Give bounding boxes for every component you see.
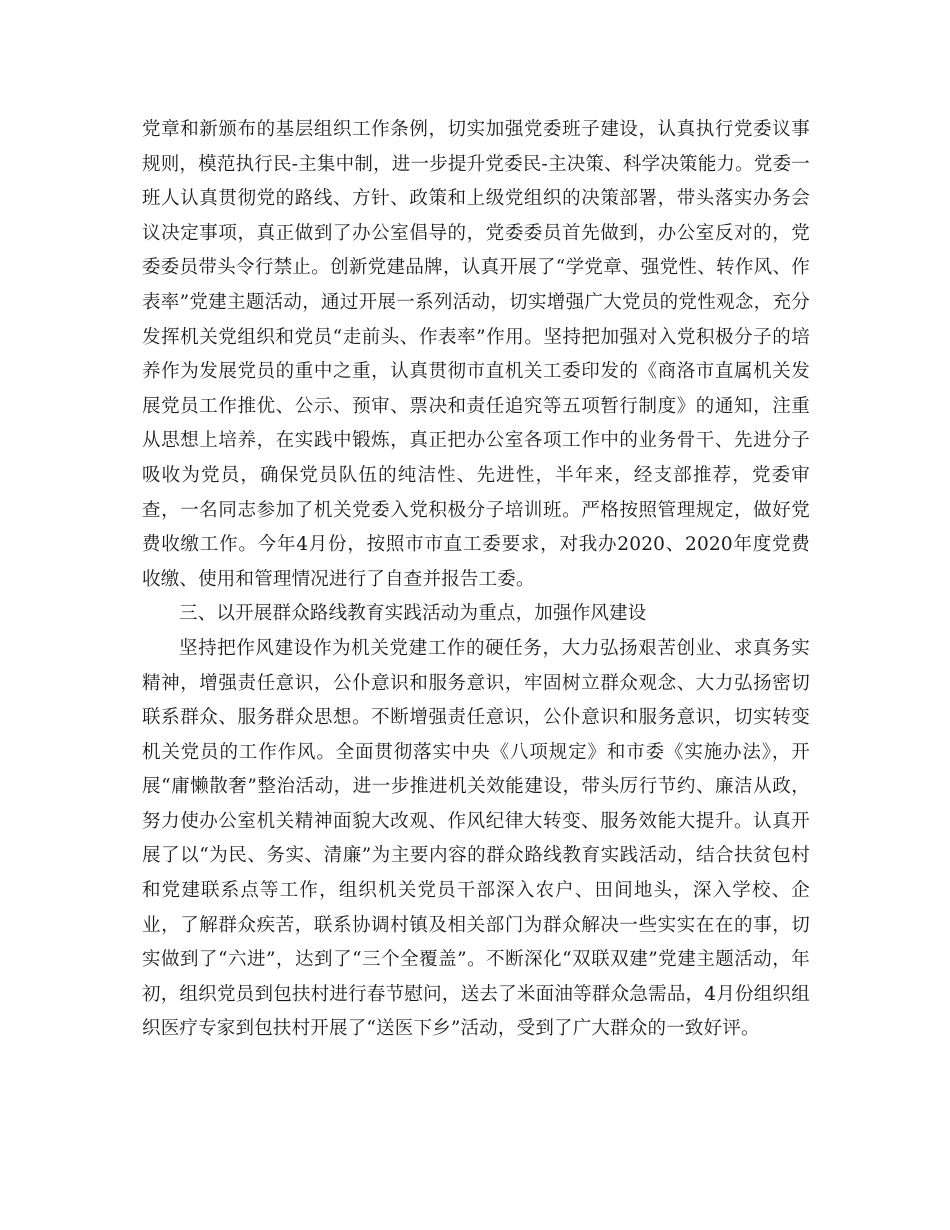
- section-heading: 三、以开展群众路线教育实践活动为重点，加强作风建设: [179, 603, 647, 625]
- body-paragraph: 坚持把作风建设作为机关党建工作的硬任务，大力弘扬艰苦创业、求真务实精神，增强责任意识，公仆意识和服务意识，牢固树立群众观念、大力弘扬密切联系群众、服务群众思想。不断增强责任意识，公仆意识和服务意识，切实转变机关党员的工作作风。全面贯彻落实中央《八项规定》和市委《实施办法》，开展“庸懒散奢”整治活动，进一步推进机关效能建设，带头厉行节约、廉洁从政，努力使办公室机关精神面貌大改观、作风纪律大转变、服务效能大提升。认真开展了以“为民、务实、清廉”为主要内容的群众路线教育实践活动，结合扶贫包村和党建联系点等工作，组织机关党员干部深入农户、田间地头，深入学校、企业，了解群众疾苦，联系协调村镇及相关部门为群众解决一些实实在在的事，切实做到了“六进”，达到了“三个全覆盖”。不断深化“双联双建”党建主题活动，年初，组织党员到包扶村进行春节慰问，送去了米面油等群众急需品，4月份组织组织医疗专家到包扶村开展了“送医下乡”活动，受到了广大群众的一致好评。: [142, 637, 810, 1040]
- body-paragraph: 党章和新颁布的基层组织工作条例，切实加强党委班子建设，认真执行党委议事规则，模范执行民-主集中制，进一步提升党委民-主决策、科学决策能力。党委一班人认真贯彻党的路线、方针、政策和上级党组织的决策部署，带头落实办务会议决定事项，真正做到了办公室倡导的，党委委员首先做到，办公室反对的，党委委员带头令行禁止。创新党建品牌，认真开展了“学党章、强党性、转作风、作表率”党建主题活动，通过开展一系列活动，切实增强广大党员的党性观念，充分发挥机关党组织和党员“走前头、作表率”作用。坚持把加强对入党积极分子的培养作为发展党员的重中之重，认真贯彻市直机关工委印发的《商洛市直属机关发展党员工作推优、公示、预审、票决和责任追究等五项暂行制度》的通知，注重从思想上培养，在实践中锻炼，真正把办公室各项工作中的业务骨干、先进分子吸收为党员，确保党员队伍的纯洁性、先进性，半年来，经支部推荐，党委审查，一名同志参加了机关党委入党积极分子培训班。严格按照管理规定，做好党费收缴工作。今年4月份，按照市市直工委要求，对我办2020、2020年度党费收缴、使用和管理情况进行了自查并报告工委。: [142, 119, 810, 590]
- document-body: [142, 113, 810, 1047]
